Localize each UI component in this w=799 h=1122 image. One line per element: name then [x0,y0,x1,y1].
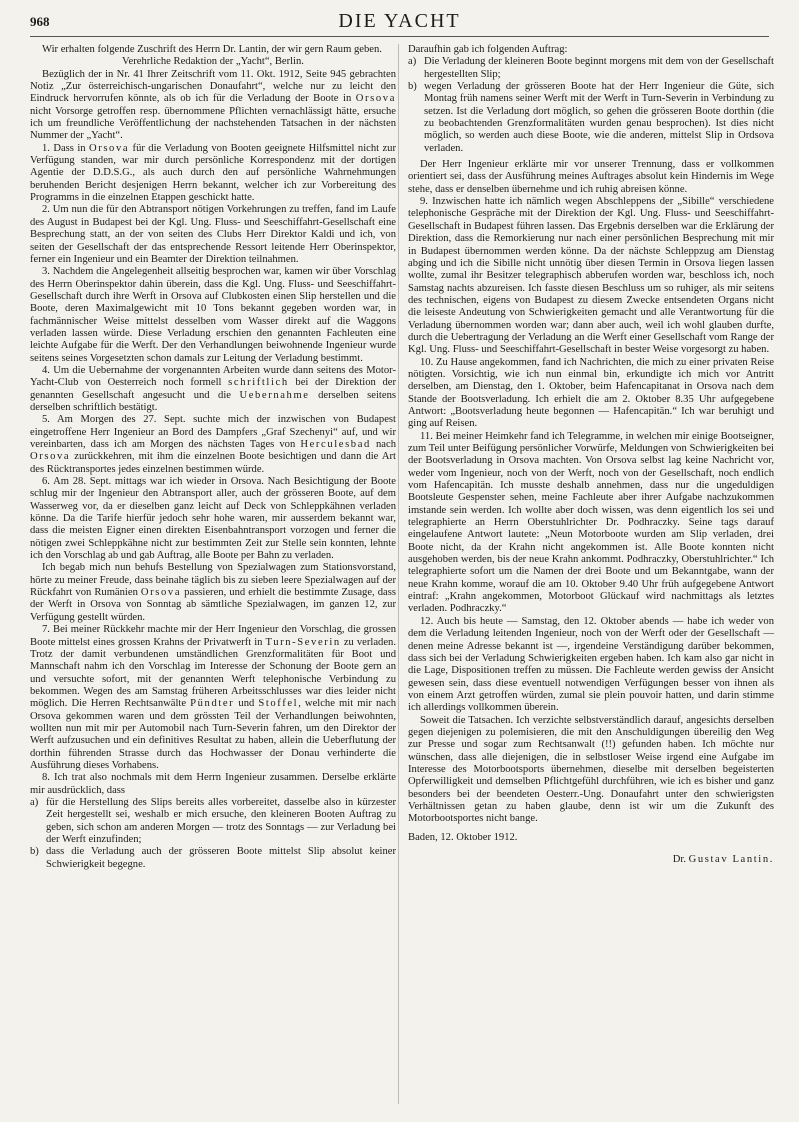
dateline [408,832,774,844]
order-list [408,56,774,155]
signature: Dr. Gustav Lantin. [672,854,774,865]
running-title: DIE YACHT [338,10,461,32]
page-header [30,10,769,34]
paragraph-2: 2. Um nun die für den Abtransport nötigen Vorkehrungen zu treffen, fand im Laufe des August in Budapest bei der Kgl. Ung. Fluss- und Seeschiffahrt-Gesellschaft eine Besprechung statt, an der von seiten des Clubs Herr Direktor Kaldi und ich, von seiten der Gesellschaft der das entsprechende Ressort leitende Herr Oberinspektor, ferner ein Ingenieur und ein Beamter der Direktion teilnahmen. [30,204,396,265]
list-8 [30,797,396,871]
column-divider [398,44,399,1104]
salutation: Verehrliche Redaktion der „Yacht“, Berlin. [122,56,304,68]
right-column [408,44,774,866]
order-intro: Daraufhin gab ich folgenden Auftrag: [408,44,568,55]
left-column [30,44,396,871]
paragraph-11: 11. Bei meiner Heimkehr fand ich Telegramme, in welchen mir einige Bootseigner, zum Teil unter Beifügung persönlicher Vorwürfe, Meldungen von Schwierigkeiten bei der Bootsverladung in Orsova machten. Von Orsova selbst lag keine Nachricht vor, weder vom Ingenieur, noch von der Werft, noch von der Gesellschaft, noch endlich vom Hafencapitän. Ich musste deshalb annehmen, dass nur die ungeduldigen Bootsleute Gespenster sehen, meine Fachleute aber ihrer Aufgabe nachzukommen imstande sein werden. Ich wollte aber doch wissen, was denn eigentlich los sei und telegraphierte an Herrn Oberstuhlrichter Dr. Podhraczky. Seine tags darauf eingelaufene Antwort lautete: „Neun Motorboote wurden am Slip verladen, drei Boote nicht, da der Krahn nicht angekommen ist. Alle Boote konnten nicht ausgehoben werden, bis der neue Krahn ankommt. Podhraczky, Oberstuhlrichter.“ Ich telegraphierte sofort um die Namen der drei Boote und um Bekanntgabe, wann der neue Krahn komme, worauf die am 10. Oktober 9.40 Uhr früh aufgegebene Antwort eintraf: „Krahn angekommen, Motorboot Glückauf wird nachmittags als letztes verladen. Podhraczky.“ [408,430,774,615]
paragraph-12: 12. Auch bis heute — Samstag, den 12. Oktober abends — habe ich weder von dem die Verladung leitenden Ingenieur, noch von der Werft oder der Gesellschaft — denen meine Adresse bekannt ist —, irgendeine Verständigung darüber bekommen, dass sich bei der Verladung Schwierigkeiten ergeben haben. Ich kam also gar nicht in die Lage, Dispositionen treffen zu müssen. Die Fachleute werden gewiss der Ansicht gewesen sein, dass diese eventuell notwendigen Verfügungen besser von ihnen als von einem Arzt getroffen würden, zumal sie plein pouvoir hatten, und darin stimme ich allerdings vollkommen überein. [408,615,774,714]
paragraph-6: 6. Am 28. Sept. mittags war ich wieder in Orsova. Nach Besichtigung der Boote schlug mir der Ingenieur den Abtransport aller, auch der grösseren Boote, auf dem Wasserweg vor, da er dieselben ganz leicht auf Deck von Schleppkähnen verladen könne. Da die Tarife hierfür jedoch sehr hohe waren, mir ausserdem bekannt war, dass die meisten Eigner einen direkten Eisenbahntransport vorzogen und ferner die nötigen zwei Schleppkähne nicht zur bestimmten Zeit zur Stelle sein konnten, lehnte ich den Vorschlag ab und gab Auftrag, alle Boote per Bahn zu verladen. [30,476,396,562]
list-item: b) wegen Verladung der grösseren Boote hat der Herr Ingenieur die Güte, sich Montag früh namens seiner Werft mit der Werft in Turn-Severin in Verbindung zu setzen. Ist die Verladung dort möglich, so gehen die grösseren Boote dorthin (die zu beobachtenden Grenzformalitäten wurden genau besprochen). Ist dies nicht möglich, so werden auch diese Boote, wie die anderen, mittelst Slip in Ordsova verladen. [408,81,774,154]
header-rule [30,36,769,37]
paragraph-6b: Ich begab mich nun behufs Bestellung von Spezialwagen zum Stationsvorstand, hörte zu meiner Freude, dass beinahe täglich bis zu sieben leere Spezialwagen auf der Rückfahrt von Rumänien Orsova passieren, und erhielt die bestimmte Zusage, dass der Werft in Orsova von Sonntag ab sämtliche Spezialwagen, im ganzen 12, zur Verfügung gestellt würden. [30,562,396,623]
paragraph-5: 5. Am Morgen des 27. Sept. suchte mich der inzwischen von Budapest eingetroffene Herr Ingenieur an Bord des Dampfers „Graf Szechenyi“ auf, und wir vereinbarten, dass ich am Morgen des nächsten Tages von Herculesbad nach Orsova zurückkehren, mit ihm die einzelnen Boote besichtigen und dann die Art des Rücktransportes jedes einzelnen bestimmen würde. [30,414,396,475]
paragraph-conclusion: Soweit die Tatsachen. Ich verzichte selbstverständlich darauf, angesichts derselben gegen diejenigen zu polemisieren, die mit den Anschuldigungen übereilig den Weg zur Presse und sogar zum Rechtsanwalt (!!) gefunden haben. Ich möchte nur wünschen, dass alle diejenigen, die in selbstloser Weise irgend eine Aufgabe im Interesse des Motorbootsports übernehmen, dieselbe mit derselben begeisterten Opferwilligkeit und demselben Pflichtgefühl durchführen, wie ich es bisher und ganz besonders bei der beendeten Oesterr.-Ung. Donaufahrt unter den schwierigsten Verhältnissen getan zu haben glaube, denn ist wir um die Zukunft des Motorbootsportes nicht bange. [408,714,774,825]
place-date: Baden, 12. Oktober 1912. [408,831,518,843]
list-item: a) Die Verladung der kleineren Boote beginnt morgens mit dem von der Gesellschaft hergestellten Slip; [408,56,774,80]
paragraph-7: 7. Bei meiner Rückkehr machte mir der Herr Ingenieur den Vorschlag, die grossen Boote mittelst eines grossen Krahns der Privatwerft in Turn-Severin zu verladen. Trotz der damit verbundenen umständlichen Grenzformalitäten für Boot und Mannschaft nahm ich den Vorschlag im Interesse der Schonung der Boote gern an und versuchte sofort, mit der genannten Werft telephonische Verbindung zu bekommen. Wegen des am Samstag früheren Arbeitsschlusses war dies leider nicht möglich. Die Herren Rechtsanwälte Pündter und Stoffel, welche mit mir nach Orsova gekommen waren und dem grössten Teil der Verhandlungen beiwohnten, wollten nun mit mir per Automobil nach Turn-Severin fahren, um den Direktor der Werft aufzusuchen und ein definitives Resultat zu haben, allein die Ueberflutung der dorthin führenden Strasse durch das Hochwasser der Donau verhinderte die Ausführung dieses Vorhabens. [30,624,396,771]
paragraph-4: 4. Um die Uebernahme der vorgenannten Arbeiten wurde dann seitens des Motor-Yacht-Club von Oesterreich noch formell schriftlich bei der Direktion der genannten Gesellschaft angesucht und die Uebernahme derselben seitens derselben schriftlich bestätigt. [30,364,396,413]
paragraph-10: 10. Zu Hause angekommen, fand ich Nachrichten, die mich zu einer privaten Reise nötigten. Vorsichtig, wie ich nun einmal bin, erkundigte ich mich vor Antritt derselben, am Dienstag, den 1. Oktober, beim Hafencapitanat in Orsova nach dem Stande der Bootsverladung. Ich erhielt die am 2. Oktober 8.35 Uhr aufgegebene Antwort: „Bootsverladung heute begonnen — Hafencapitän.“ Ich war beruhigt und ging auf Reisen. [408,356,774,430]
paragraph-r1: Der Herr Ingenieur erklärte mir vor unserer Trennung, dass er vollkommen orientiert sei, dass der Ausführung meines Auftrages absolut kein Hindernis im Wege stehe, dass er denselben übernehme und ich ruhig abreisen könne. [408,159,774,195]
paragraph-0: Bezüglich der in Nr. 41 Ihrer Zeitschrift vom 11. Okt. 1912, Seite 945 gebrachten Notiz „Zur österreichisch-ungarischen Donaufahrt“, welche nur zu leicht den Eindruck hervorrufen könnte, als ob ich für die Verladung der Boote in Orsova nicht Vorsorge getroffen resp. übernommene Pflichten vernachlässigt hätte, ersuche ich um freundliche Veröffentlichung der nachstehenden Tatsachen in der nächsten Nummer der „Yacht“. [30,68,396,142]
intro-paragraph: Wir erhalten folgende Zuschrift des Herrn Dr. Lantin, der wir gern Raum geben. [42,44,382,55]
paragraph-9: 9. Inzwischen hatte ich nämlich wegen Abschleppens der „Sibille“ verschiedene telephonische Gespräche mit der Direktion der Kgl. Ung. Fluss- und Seeschiffahrt-Gesellschaft in Budapest führen lassen. Das Ergebnis derselben war die Erklärung der Direktion, dass die Remorkierung nur nach einer persönlichen Besprechung mit mir in Budapest übernommen werden könne. Da der nächste Schleppzug am Dienstag abging und ich die Sibille nicht unnötig über diesen Termin in Orsova liegen lassen wollte, zumal ihr Besitzer telegraphisch abberufen worden war, beschloss ich, noch Samstag nachts abzureisen. Ich fasste diesen Beschluss um so ruhiger, als mir seitens des technischen, eigens von Budapest zu diesem Zwecke entsendeten Organs nicht die leiseste Andeutung von Schwierigkeiten gemacht und alle Verantwortung für die Verladung übernommen worden war; dann aber auch, weil ich wohl glauben durfte, durch die Uebertragung der Verladung an die Werft einer Gesellschaft vom Range der Kgl. Ung. Fluss- und Seeschiffahrt-Gesellschaft in bester Weise vorgesorgt zu haben. [408,196,774,356]
paragraph-8: 8. Ich trat also nochmals mit dem Herrn Ingenieur zusammen. Derselbe erklärte mir ausdrücklich, dass [30,772,396,796]
paragraph-3: 3. Nachdem die Angelegenheit allseitig besprochen war, kamen wir über Vorschlag des Herrn Oberinspektor dahin überein, dass die Kgl. Ung. Fluss- und Seeschiffahrt-Gesellschaft durch ihre Werft in Orsova auf Clubkosten einen Slip herstellen und die Boote, deren Maximalgewicht mit 10 Tons bekannt gegeben worden war, in fachmännischer Weise mittelst desselben vom Wasser direkt auf die Waggons verladen lassen würde. Diese Verladung erschien den genannten Fachleuten eine leichte Aufgabe für die Werft. Der den Verhandlungen beiwohnende Ingenieur wurde seitens seines Vorgesetzten schon damals zur Leitung der Verladung bestimmt. [30,266,396,364]
page-number: 968 [30,14,50,29]
paragraph-1: 1. Dass in Orsova für die Verladung von Booten geeignete Hilfsmittel nicht zur Verfügung standen, war mir durch persönliche Korrespondenz mit der dortigen Agentie der D.D.S.G., als auch durch den auf persönliche Wahrnehmungen beruhenden Bericht desjenigen Herrn bekannt, welcher ich zur Vorbereitung des Programms in die einzelnen Etappen geschickt hatte. [30,142,396,204]
list-item: a) für die Herstellung des Slips bereits alles vorbereitet, dasselbe also in kürzester Zeit hergestellt sei, weshalb er mich ersuche, den kleineren Booten Auftrag zu geben, sich schon am anderen Morgen — trotz des Sonntags — zur Verladung bei der Werft einzufinden; [30,796,396,845]
list-item: b) dass die Verladung auch der grösseren Boote mittelst Slip absolut keiner Schwierigkeit begegne. [30,846,396,870]
